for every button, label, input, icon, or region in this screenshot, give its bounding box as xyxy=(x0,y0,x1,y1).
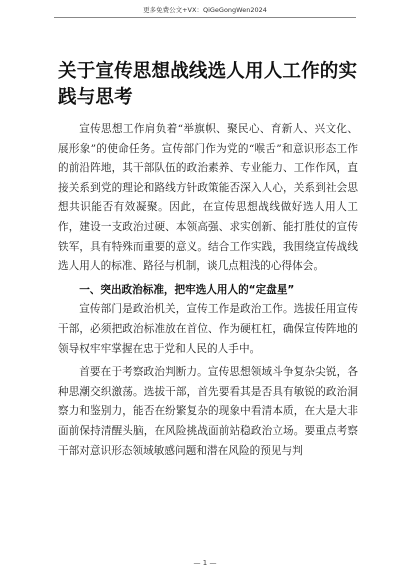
body-paragraph: 首要在于考察政治判断力。宣传思想领域斗争复杂尖锐，各种思潮交织激荡。选拔干部，首先要看其是否具有敏锐的政治洞察力和鉴别力，能否在纷繁复杂的现象中看清本质，在大是大非面前保持清醒头脑，在风险挑战面前站稳政治立场。要重点考察干部对意识形态领域敏感问题和潜在风险的预见与判 xyxy=(58,366,358,457)
page-number: — 1 — xyxy=(193,559,217,567)
document-title: 关于宣传思想战线选人用人工作的实践与思考 xyxy=(58,61,358,108)
document-body xyxy=(58,120,358,461)
body-paragraph: 宣传部门是政治机关，宣传工作是政治工作。选拔任用宣传干部，必须把政治标准放在首位、作为硬杠杠，确保宣传阵地的领导权牢牢掌握在忠于党和人民的人手中。 xyxy=(58,303,358,355)
page-header: 更多免费公文+VX：QiGeGongWen2024 xyxy=(143,6,267,14)
header-divider xyxy=(54,17,356,18)
section-heading: 一、突出政治标准，把牢选人用人的“定盘星” xyxy=(79,283,295,296)
intro-paragraph: 宣传思想工作肩负着“举旗帜、聚民心、育新人、兴文化、展形象”的使命任务。宣传部门作为党的“喉舌”和意识形态工作的前沿阵地，其干部队伍的政治素养、专业能力、工作作风，直接关系到党的理论和路线方针政策能否深入人心，关系到社会思想共识能否有效凝聚。因此，在宣传思想战线做好选人用人工作，建设一支政治过硬、本领高强、求实创新、能打胜仗的宣传铁军，具有特殊而重要的意义。结合工作实践，我围绕宣传战线选人用人的标准、路径与机制，谈几点粗浅的心得体会。 xyxy=(58,123,358,273)
